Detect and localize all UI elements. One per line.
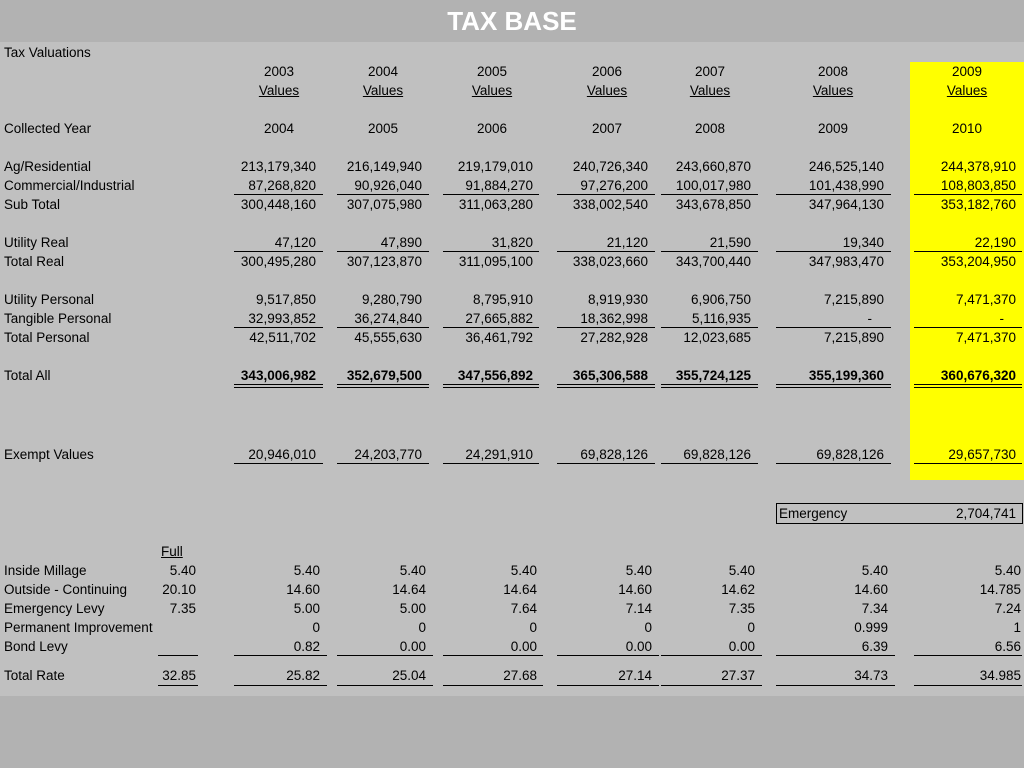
title-banner [0,0,1024,42]
rate-cell: 14.62 [721,582,755,597]
underline [158,685,198,686]
value-cell: 27,282,928 [580,330,648,345]
underline [776,463,891,464]
value-cell: 355,199,360 [808,368,884,383]
value-cell: 243,660,870 [675,159,751,174]
value-cell: 307,123,870 [346,254,422,269]
rate-cell: 0.00 [625,639,652,654]
collected-label: Collected Year [4,121,92,136]
full-cell: 5.40 [169,563,196,578]
full-cell: 20.10 [162,582,196,597]
value-cell: 21,120 [606,235,648,250]
value-cell: 347,964,130 [808,197,884,212]
value-cell: 27,665,882 [465,311,533,326]
value-cell: 97,276,200 [580,178,648,193]
underline [234,463,323,464]
value-cell: 360,676,320 [940,368,1016,383]
value-cell: 8,919,930 [587,292,648,307]
value-cell: 213,179,340 [240,159,316,174]
underline [776,685,895,686]
value-cell: 353,204,950 [940,254,1016,269]
value-cell: 343,678,850 [675,197,751,212]
value-cell: 246,525,140 [808,159,884,174]
underline [234,685,327,686]
value-cell: 47,890 [380,235,422,250]
value-cell: 338,002,540 [572,197,648,212]
underline [443,194,539,195]
rate-cell: 1 [1013,620,1021,635]
value-cell: 91,884,270 [465,178,533,193]
value-cell: 6,906,750 [690,292,751,307]
millage-label: Emergency Levy [4,601,105,616]
underline [661,327,758,328]
year-header: 2004 [367,64,399,79]
rate-cell: 7.24 [994,601,1021,616]
rate-cell: 14.785 [979,582,1021,597]
underline [914,194,1022,195]
value-cell: 7,215,890 [823,292,884,307]
values-header: Values [689,83,731,98]
collected-year: 2005 [367,121,399,136]
underline [234,655,327,656]
underline [337,463,429,464]
underline [914,327,1022,328]
value-cell: 9,280,790 [361,292,422,307]
underline [234,384,323,388]
value-cell: 352,679,500 [346,368,422,383]
value-cell: 32,993,852 [248,311,316,326]
rate-cell: 27.37 [721,668,755,683]
rate-cell: 5.40 [510,563,537,578]
value-cell: 45,555,630 [354,330,422,345]
row-label: Sub Total [4,197,61,212]
value-cell: - [867,311,872,326]
value-cell: 307,075,980 [346,197,422,212]
underline [337,194,429,195]
underline [234,251,323,252]
value-cell: 347,983,470 [808,254,884,269]
underline [337,251,429,252]
year-header: 2006 [591,64,623,79]
full-cell: 32.85 [162,668,196,683]
year-header: 2009 [951,64,983,79]
rate-cell: 5.40 [861,563,888,578]
underline [776,655,895,656]
rate-cell: 7.35 [728,601,755,616]
value-cell: 216,149,940 [346,159,422,174]
value-cell: 7,471,370 [955,330,1016,345]
value-cell: 8,795,910 [472,292,533,307]
row-label: Tangible Personal [4,311,112,326]
underline [337,685,433,686]
rate-cell: 0 [418,620,426,635]
underline [557,463,655,464]
underline [661,251,758,252]
full-cell: 7.35 [169,601,196,616]
year-header: 2008 [817,64,849,79]
value-cell: 343,006,982 [240,368,316,383]
rate-cell: 0 [644,620,652,635]
rate-cell: 27.68 [503,668,537,683]
underline [337,655,433,656]
underline [557,194,655,195]
rate-cell: 0.00 [510,639,537,654]
underline [914,655,1022,656]
row-label: Total Personal [4,330,90,345]
underline [661,194,758,195]
value-cell: 100,017,980 [675,178,751,193]
year-header: 2007 [694,64,726,79]
value-cell: 311,063,280 [458,197,533,212]
value-cell: 42,511,702 [249,330,316,345]
values-header: Values [812,83,854,98]
value-cell: 7,215,890 [823,330,884,345]
rate-cell: 14.64 [392,582,426,597]
rate-cell: 5.40 [293,563,320,578]
value-cell: 24,203,770 [354,447,422,462]
underline [557,327,655,328]
millage-label: Outside - Continuing [4,582,128,597]
rate-cell: 7.14 [625,601,652,616]
value-cell: 21,590 [709,235,751,250]
underline [557,251,655,252]
value-cell: 240,726,340 [572,159,648,174]
collected-year: 2009 [817,121,849,136]
underline [557,655,659,656]
values-header: Values [586,83,628,98]
value-cell: 355,724,125 [675,368,751,383]
rate-cell: 34.985 [979,668,1021,683]
underline [776,327,891,328]
full-header: Full [161,544,183,559]
collected-year: 2008 [694,121,726,136]
underline [776,194,891,195]
millage-label: Inside Millage [4,563,87,578]
rate-cell: 7.64 [510,601,537,616]
underline [557,685,659,686]
row-label: Ag/Residential [4,159,92,174]
rate-cell: 5.40 [625,563,652,578]
value-cell: 9,517,850 [255,292,316,307]
values-header: Values [946,83,988,98]
underline [776,384,891,388]
value-cell: 36,274,840 [354,311,422,326]
rate-cell: 0 [747,620,755,635]
value-cell: 353,182,760 [940,197,1016,212]
page-title: TAX BASE [447,6,577,36]
value-cell: 18,362,998 [580,311,648,326]
values-header: Values [471,83,513,98]
rate-cell: 5.40 [994,563,1021,578]
underline [443,384,539,388]
value-cell: - [999,311,1004,326]
underline [443,685,543,686]
underline [337,384,429,388]
row-label: Utility Real [4,235,69,250]
value-cell: 101,438,990 [808,178,884,193]
rate-cell: 34.73 [854,668,888,683]
value-cell: 69,828,126 [580,447,648,462]
rate-cell: 27.14 [618,668,652,683]
row-label: Exempt Values [4,447,94,462]
millage-label: Permanent Improvement [4,620,153,635]
value-cell: 47,120 [274,235,316,250]
millage-label: Total Rate [4,668,65,683]
value-cell: 36,461,792 [465,330,533,345]
year-header: 2003 [263,64,295,79]
value-cell: 90,926,040 [354,178,422,193]
rate-cell: 5.40 [728,563,755,578]
rate-cell: 25.82 [286,668,320,683]
underline [914,685,1022,686]
underline [337,327,429,328]
rate-cell: 0 [312,620,320,635]
value-cell: 311,095,100 [458,254,533,269]
value-cell: 12,023,685 [683,330,751,345]
value-cell: 69,828,126 [816,447,884,462]
values-header: Values [258,83,300,98]
emergency-label: Emergency [779,506,848,521]
underline [443,655,543,656]
value-cell: 365,306,588 [572,368,648,383]
values-header: Values [362,83,404,98]
value-cell: 22,190 [974,235,1016,250]
underline [234,194,323,195]
underline [443,251,539,252]
rate-cell: 6.56 [994,639,1021,654]
underline [158,655,198,656]
value-cell: 87,268,820 [248,178,316,193]
rate-cell: 0.00 [399,639,426,654]
rate-cell: 0 [529,620,537,635]
emergency-value: 2,704,741 [955,506,1016,521]
underline [234,327,323,328]
collected-year: 2010 [951,121,983,136]
value-cell: 5,116,935 [691,311,751,326]
underline [914,463,1022,464]
value-cell: 108,803,850 [940,178,1016,193]
underline [661,384,758,388]
rate-cell: 5.00 [399,601,426,616]
value-cell: 244,378,910 [940,159,1016,174]
underline [661,655,762,656]
collected-year: 2007 [591,121,623,136]
row-label: Commercial/Industrial [4,178,135,193]
rate-cell: 5.40 [399,563,426,578]
rate-cell: 6.39 [861,639,888,654]
bottom-margin [0,696,1024,768]
millage-label: Bond Levy [4,639,68,654]
rate-cell: 14.60 [854,582,888,597]
section-label: Tax Valuations [4,45,91,60]
collected-year: 2006 [476,121,508,136]
underline [914,251,1022,252]
value-cell: 347,556,892 [457,368,533,383]
rate-cell: 25.04 [392,668,426,683]
collected-year: 2004 [263,121,295,136]
value-cell: 338,023,660 [572,254,648,269]
value-cell: 300,448,160 [240,197,316,212]
value-cell: 24,291,910 [465,447,533,462]
rate-cell: 7.34 [861,601,888,616]
value-cell: 29,657,730 [948,447,1016,462]
value-cell: 19,340 [842,235,884,250]
underline [443,463,539,464]
underline [661,463,758,464]
row-label: Utility Personal [4,292,95,307]
underline [557,384,655,388]
value-cell: 69,828,126 [683,447,751,462]
rate-cell: 14.60 [286,582,320,597]
rate-cell: 0.999 [854,620,888,635]
rate-cell: 14.64 [503,582,537,597]
value-cell: 7,471,370 [955,292,1016,307]
rate-cell: 0.82 [293,639,320,654]
underline [661,685,762,686]
value-cell: 31,820 [491,235,533,250]
value-cell: 300,495,280 [240,254,316,269]
value-cell: 20,946,010 [248,447,316,462]
rate-cell: 5.00 [293,601,320,616]
value-cell: 343,700,440 [675,254,751,269]
rate-cell: 14.60 [618,582,652,597]
underline [443,327,539,328]
value-cell: 219,179,010 [457,159,533,174]
year-header: 2005 [476,64,508,79]
rate-cell: 0.00 [728,639,755,654]
underline [914,384,1022,388]
row-label: Total Real [4,254,65,269]
underline [776,251,891,252]
row-label: Total All [4,368,51,383]
